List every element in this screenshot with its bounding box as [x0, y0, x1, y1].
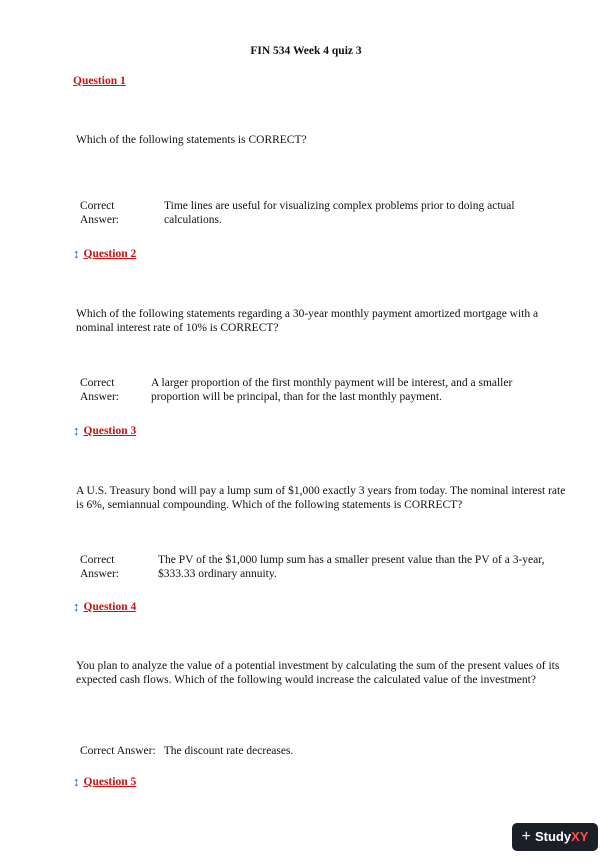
question-4-answer: The discount rate decreases.: [163, 745, 294, 757]
studyxy-logo: [512, 823, 598, 851]
question-1-heading: Question 1: [73, 75, 126, 87]
question-4-header: [73, 600, 136, 614]
question-4-answer-label: Correct Answer:: [80, 745, 156, 757]
up-down-arrow-icon: ↕: [73, 599, 80, 614]
question-5-heading: Question 5: [83, 776, 137, 788]
up-down-arrow-icon: ↕: [73, 774, 80, 789]
logo-text: Study: [534, 829, 572, 844]
up-down-arrow-icon: ↕: [73, 246, 80, 261]
question-1-text: Which of the following statements is CORRECT?: [76, 134, 307, 146]
question-1-answer-label: Correct Answer:: [80, 200, 119, 226]
document-title: FIN 534 Week 4 quiz 3: [250, 45, 362, 57]
question-1-answer: Time lines are useful for visualizing complex problems prior to doing actual calculations.: [164, 200, 515, 226]
question-3-text: A U.S. Treasury bond will pay a lump sum of $1,000 exactly 3 years from today. The nominal interest rate is 6%, semiannual compounding. Which of the following statements is CORRECT?: [76, 485, 566, 511]
up-down-arrow-icon: ↕: [73, 423, 80, 438]
question-4-text: You plan to analyze the value of a potential investment by calculating the sum of the present values of its expected cash flows. Which of the following would increase the calculated value of the investment?: [76, 660, 560, 686]
question-4-answer-row: [80, 744, 293, 758]
logo-accent: XY: [571, 829, 589, 844]
question-5-header: [73, 775, 136, 789]
question-3-header: [73, 424, 136, 438]
question-2-answer: A larger proportion of the first monthly payment will be interest, and a smaller proportion will be principal, than for the last monthly payment.: [151, 377, 513, 403]
question-2-answer-label: Correct Answer:: [80, 377, 119, 403]
question-2-header: [73, 247, 136, 261]
question-2-heading: Question 2: [83, 248, 137, 260]
question-3-heading: Question 3: [83, 425, 137, 437]
question-3-answer: The PV of the $1,000 lump sum has a smaller present value than the PV of a 3-year, $333.33 ordinary annuity.: [158, 554, 545, 580]
question-3-answer-label: Correct Answer:: [80, 554, 119, 580]
question-2-text: Which of the following statements regarding a 30-year monthly payment amortized mortgage with a nominal interest rate of 10% is CORRECT?: [76, 308, 539, 334]
plus-icon: +: [521, 828, 531, 845]
question-4-heading: Question 4: [83, 601, 137, 613]
